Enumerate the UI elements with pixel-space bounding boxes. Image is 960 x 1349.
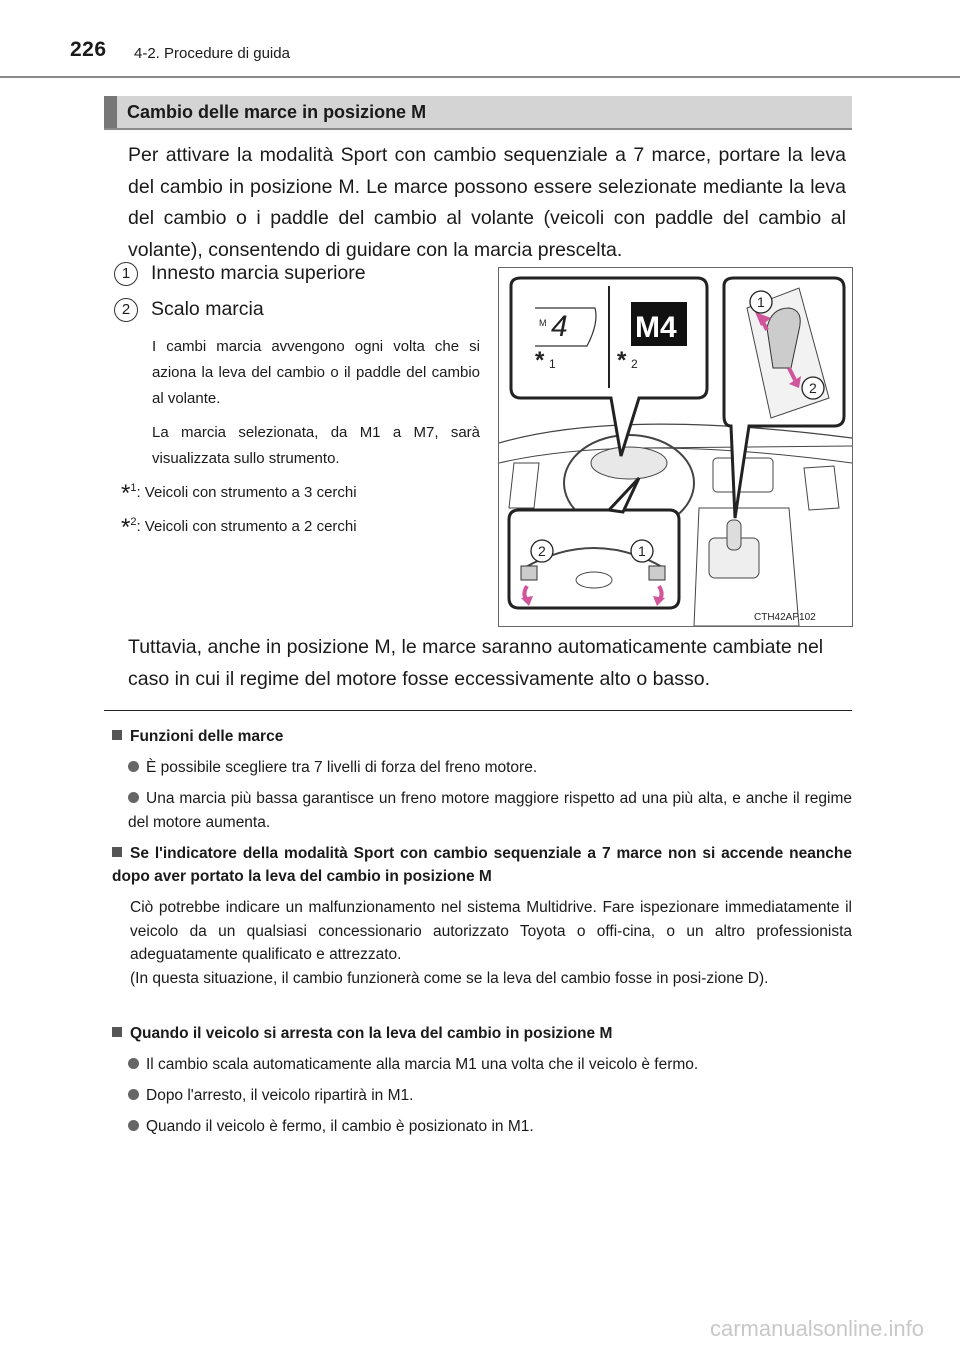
star-marker-2: *: [617, 347, 627, 374]
number-badge-1: 1: [114, 262, 138, 286]
number-badge-2: 2: [114, 298, 138, 322]
section-divider: [104, 710, 852, 711]
watermark: carmanualsonline.info: [709, 1316, 924, 1341]
footnote-index: 1: [130, 482, 137, 494]
list-item: È possibile scegliere tra 7 livelli di forza del freno motore.: [128, 756, 852, 780]
circle-bullet-icon: [128, 792, 139, 803]
left-paddle-icon: [521, 566, 537, 580]
asterisk-icon: *: [121, 480, 131, 507]
figure-code: CTH42AP102: [754, 612, 816, 623]
page-header: [0, 0, 960, 78]
circle-bullet-icon: [128, 761, 139, 772]
subsection-heading-gear-functions: Funzioni delle marce: [112, 726, 852, 748]
right-paddle-icon: [649, 566, 665, 580]
circle-bullet-icon: [128, 1058, 139, 1069]
note-shift-action: I cambi marcia avvengono ogni volta che si aziona la leva del cambio o il paddle del cambio al volante.: [152, 338, 480, 407]
meter2-gear-text: M4: [635, 311, 677, 344]
subsection-heading-indicator: Se l'indicatore della modalità Sport con cambio sequenziale a 7 marce non si accende neanche dopo aver portato la leva del cambio in posizione M: [112, 845, 852, 885]
footnote-text: : Veicoli con strumento a 2 cerchi: [136, 518, 357, 535]
subsection-heading-vehicle-stop: Quando il veicolo si arresta con la leva del cambio in posizione M: [112, 1023, 852, 1045]
footnote-text: : Veicoli con strumento a 3 cerchi: [136, 484, 357, 501]
svg-text:1: 1: [638, 543, 646, 559]
item-downshift-label: Scalo marcia: [151, 298, 264, 321]
svg-text:2: 2: [809, 380, 817, 396]
footnote-index: 2: [130, 516, 137, 528]
svg-text:1: 1: [757, 294, 765, 310]
footnote-2: [121, 514, 357, 542]
footnote-1: [121, 480, 357, 508]
section-heading: [104, 96, 852, 130]
chapter-title: 4-2. Procedure di guida: [134, 45, 290, 62]
section-title: Cambio delle marce in posizione M: [127, 102, 427, 122]
closing-paragraph: Tuttavia, anche in posizione M, le marce saranno automaticamente cambiate nel caso in cui il regime del motore fosse eccessivamente alto o basso.: [128, 636, 824, 690]
item-upshift-label: Innesto marcia superiore: [151, 262, 366, 285]
air-vent-icon: [804, 466, 839, 510]
circle-bullet-icon: [128, 1089, 139, 1100]
list-item: Quando il veicolo è fermo, il cambio è posizionato in M1.: [128, 1115, 852, 1139]
square-bullet-icon: [112, 730, 122, 740]
meter1-mode-letter: M: [539, 318, 547, 328]
list-item: Dopo l'arresto, il veicolo ripartirà in M1.: [128, 1084, 852, 1108]
item-downshift: [114, 298, 264, 322]
note-gear-display: La marcia selezionata, da M1 a M7, sarà visualizzata sullo strumento.: [152, 424, 480, 467]
dashboard-drawing: [499, 268, 852, 626]
indicator-paragraph-1: Ciò potrebbe indicare un malfunzionamento nel sistema Multidrive. Fare ispezionare immediatamente il veicolo da un qualsiasi concessionario autorizzato Toyota o offi-cina, o un altro professionista adeguatamente qualificato e attrezzato.: [130, 899, 852, 963]
shift-illustration: [498, 267, 853, 627]
list-item: Il cambio scala automaticamente alla marcia M1 una volta che il veicolo è fermo.: [128, 1053, 852, 1077]
star-marker-2-index: 2: [631, 357, 638, 371]
asterisk-icon: *: [121, 514, 131, 541]
meter1-gear-digit: 4: [551, 310, 568, 343]
star-marker-1: *: [535, 347, 545, 374]
square-bullet-icon: [112, 1027, 122, 1037]
square-bullet-icon: [112, 847, 122, 857]
list-item: Una marcia più bassa garantisce un freno motore maggiore rispetto ad una più alta, e anche il regime del motore aumenta.: [128, 790, 852, 831]
svg-text:2: 2: [538, 543, 546, 559]
circle-bullet-icon: [128, 1120, 139, 1131]
indicator-paragraph-2: (In questa situazione, il cambio funzionerà come se la leva del cambio fosse in posi-zione D).: [130, 970, 769, 987]
intro-paragraph: Per attivare la modalità Sport con cambio sequenziale a 7 marce, portare la leva del cambio in posizione M. Le marce possono essere selezionate mediante la leva del cambio o i paddle del cambio al volante (veicoli con paddle del cambio al volante), consentendo di guidare con la marcia prescelta.: [128, 144, 846, 261]
section-accent: [104, 96, 117, 128]
item-upshift: [114, 262, 366, 286]
air-vent-icon: [509, 463, 539, 508]
header-divider: [0, 76, 960, 78]
page-number: 226: [70, 38, 107, 61]
star-marker-1-index: 1: [549, 357, 556, 371]
